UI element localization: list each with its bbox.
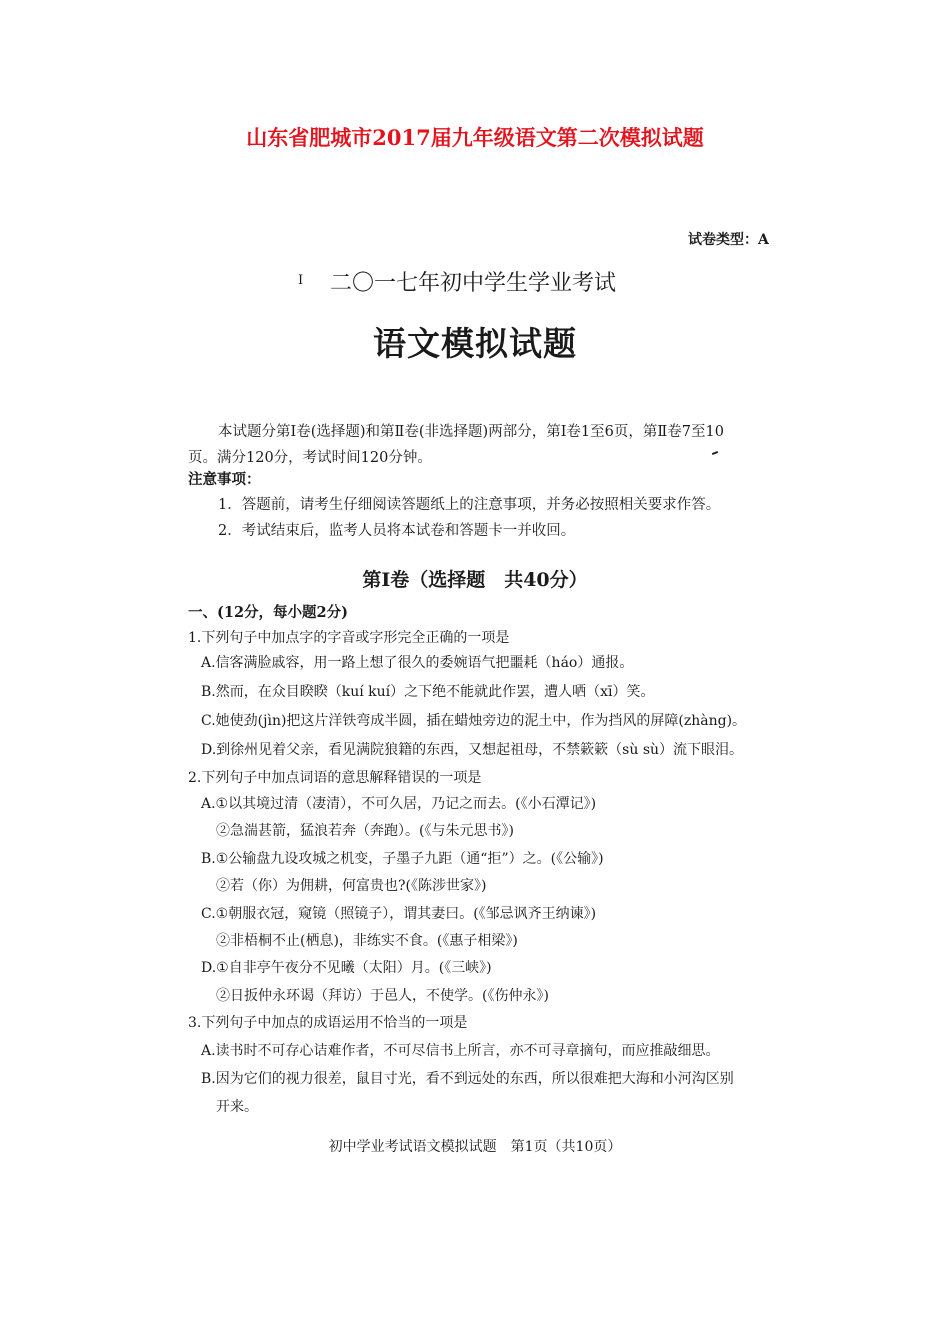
notice-item: 2．考试结束后，监考人员将本试卷和答题卡一并收回。 xyxy=(218,523,576,539)
page-footer: 初中学业考试语文模拟试题 第1页（共10页） xyxy=(328,1139,622,1155)
question-option: C.①朝服衣冠，窥镜（照镜子），谓其妻曰。(《邹忌讽齐王纳谏》) xyxy=(201,906,597,922)
margin-mark: I xyxy=(298,273,304,288)
question-option: A.读书时不可存心诘难作者，不可尽信书上所言，亦不可寻章摘句，而应推敲细思。 xyxy=(201,1043,720,1059)
paper-type-label: 试卷类型：A xyxy=(688,232,769,248)
notice-item: 1．答题前，请考生仔细阅读答题纸上的注意事项，并务必按照相关要求作答。 xyxy=(218,497,721,513)
exam-subject-title: 语文模拟试题 xyxy=(373,324,577,363)
question-option: B.因为它们的视力很差，鼠目寸光，看不到远处的东西，所以很难把大海和小河沟区别 xyxy=(201,1071,734,1087)
question-option: B.①公输盘九设攻城之机变，子墨子九距（通“拒”）之。(《公输》) xyxy=(201,851,604,867)
question-option: D.①自非亭午夜分不见曦（太阳）月。(《三峡》) xyxy=(201,960,492,976)
intro-line-2: 页。满分120分，考试时间120分钟。 xyxy=(188,450,432,466)
intro-line-1: 本试题分第Ⅰ卷(选择题)和第Ⅱ卷(非选择题)两部分，第Ⅰ卷1至6页，第Ⅱ卷7至10 xyxy=(218,424,724,440)
document-title: 山东省肥城市2017届九年级语文第二次模拟试题 xyxy=(246,125,704,150)
section-title: 第Ⅰ卷（选择题 共40分） xyxy=(362,569,588,591)
question-option: C.她使劲(jìn)把这片洋铁弯成半圆，插在蜡烛旁边的泥土中，作为挡风的屏障(zhàng)。 xyxy=(201,713,747,729)
intro-paragraph xyxy=(188,419,778,471)
notice-heading: 注意事项： xyxy=(188,471,261,488)
exam-name: 二〇一七年初中学生学业考试 xyxy=(330,271,617,296)
question-option: ②非梧桐不止(栖息)，非练实不食。(《惠子相梁》) xyxy=(216,933,518,949)
question-option: A.①以其境过清（凄清），不可久居，乃记之而去。(《小石潭记》) xyxy=(201,796,597,812)
question-stem: 2.下列句子中加点词语的意思解释错误的一项是 xyxy=(188,770,482,786)
question-option: A.信客满脸戚容，用一路上想了很久的委婉语气把噩耗（háo）通报。 xyxy=(201,655,634,671)
question-option: D.到徐州见着父亲，看见满院狼籍的东西，又想起祖母，不禁簌簌（sù sù）流下眼泪。 xyxy=(201,742,744,758)
question-option: B.然而，在众目睽睽（kuí kuí）之下绝不能就此作罢，遭人哂（xī）笑。 xyxy=(201,684,655,700)
question-option: 开来。 xyxy=(216,1099,258,1115)
question-stem: 1.下列句子中加点字的字音或字形完全正确的一项是 xyxy=(188,630,510,646)
question-stem: 3.下列句子中加点的成语运用不恰当的一项是 xyxy=(188,1015,468,1031)
question-option: ②日扳仲永环谒（拜访）于邑人，不使学。(《伤仲永》) xyxy=(216,988,549,1004)
question-option: ②若（你）为佣耕，何富贵也?(《陈涉世家》) xyxy=(216,878,487,894)
part-heading: 一、(12分，每小题2分) xyxy=(188,604,348,621)
question-option: ②急湍甚箭，猛浪若奔（奔跑）。(《与朱元思书》) xyxy=(216,823,514,839)
